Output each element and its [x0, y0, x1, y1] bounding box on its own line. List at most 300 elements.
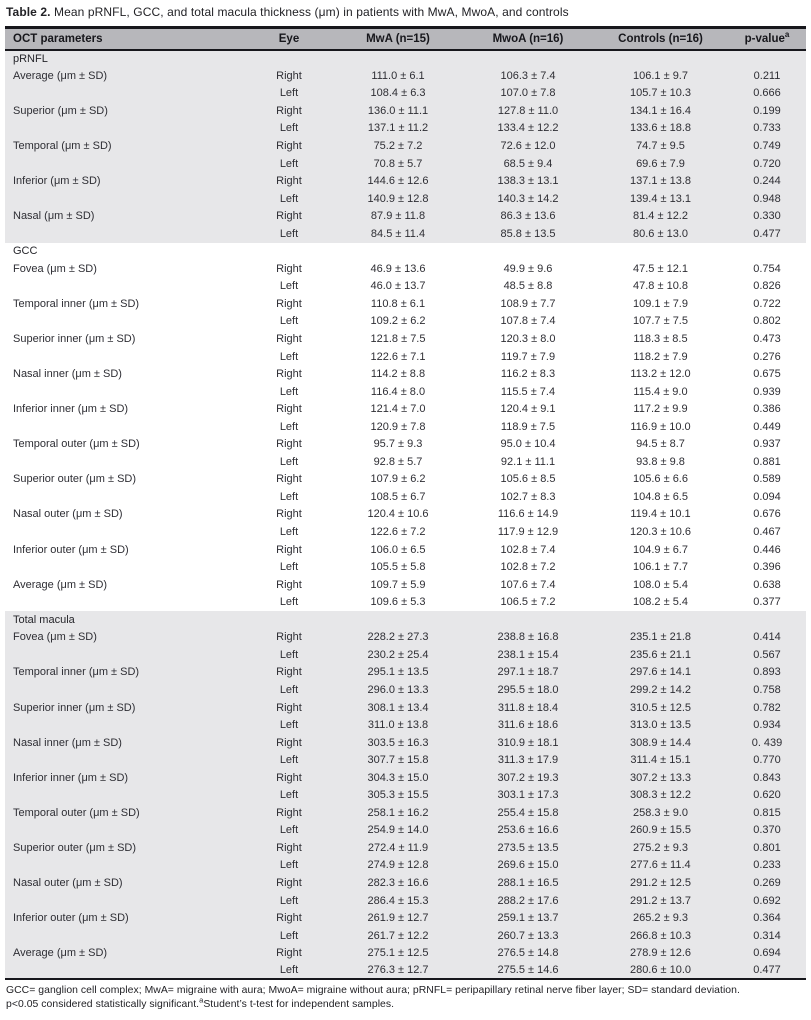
mwoa-cell: 119.7 ± 7.9: [500, 350, 556, 363]
pvalue-cell: 0.276: [753, 350, 781, 363]
mwa-cell: 109.2 ± 6.2: [370, 315, 426, 328]
table-row: [5, 716, 806, 734]
eye-cell: Right: [245, 734, 333, 752]
mwoa-cell: 311.8 ± 18.4: [463, 699, 593, 717]
controls-cell: 235.6 ± 21.1: [593, 646, 728, 664]
mwa-cell: 305.3 ± 15.5: [333, 786, 463, 804]
eye-cell: Left: [245, 751, 333, 769]
eye-cell: Right: [245, 769, 333, 787]
pvalue-header-superscript: a: [784, 29, 790, 39]
table-row: [5, 804, 806, 822]
table-row: [5, 664, 806, 682]
mwoa-cell: 276.5 ± 14.8: [463, 944, 593, 962]
param-cell: [5, 383, 245, 401]
mwa-cell: 272.4 ± 11.9: [333, 839, 463, 857]
mwa-cell: 258.1 ± 16.2: [333, 804, 463, 822]
mwoa-cell: 92.1 ± 11.1: [500, 455, 556, 468]
table-row: [5, 260, 806, 278]
pvalue-cell: 0.377: [753, 596, 781, 609]
param-cell: [5, 120, 245, 138]
eye-cell: Left: [245, 225, 333, 243]
mwa-cell: 140.9 ± 12.8: [333, 190, 463, 208]
mwoa-cell: 85.8 ± 13.5: [463, 225, 593, 243]
mwoa-cell: 117.9 ± 12.9: [497, 526, 559, 539]
pvalue-cell: 0.094: [753, 490, 781, 503]
controls-cell: 139.4 ± 13.1: [593, 190, 728, 208]
table-row: [5, 558, 806, 576]
mwoa-cell: 106.5 ± 7.2: [500, 596, 556, 609]
section-header-row: [5, 243, 806, 261]
mwoa-cell: 115.5 ± 7.4: [500, 385, 556, 398]
table-row: [5, 471, 806, 489]
eye-cell: Left: [279, 315, 299, 328]
table-row: [5, 85, 806, 103]
controls-cell: 115.4 ± 9.0: [633, 385, 688, 398]
param-cell: Temporal outer (μm ± SD): [5, 804, 245, 822]
pvalue-cell: 0.314: [728, 927, 806, 945]
table-row: [5, 962, 806, 980]
pvalue-cell: 0.370: [728, 822, 806, 840]
param-cell: Temporal inner (μm ± SD): [13, 297, 140, 310]
mwa-cell: 296.0 ± 13.3: [333, 681, 463, 699]
mwoa-cell: 107.6 ± 7.4: [500, 578, 556, 591]
pvalue-cell: 0.754: [753, 262, 781, 275]
pvalue-cell: 0.244: [728, 172, 806, 190]
eye-cell: Right: [245, 804, 333, 822]
mwa-cell: 87.9 ± 11.8: [333, 207, 463, 225]
pvalue-cell: 0.638: [753, 578, 781, 591]
column-header-controls: Controls (n=16): [593, 28, 728, 50]
eye-cell: Right: [276, 543, 302, 556]
pvalue-cell: 0.676: [753, 508, 781, 521]
mwoa-cell: 275.5 ± 14.6: [463, 962, 593, 980]
table-row: [5, 699, 806, 717]
oct-parameters-table: [5, 26, 806, 980]
mwoa-cell: 106.3 ± 7.4: [463, 67, 593, 85]
table-row: [5, 909, 806, 927]
table-row: [5, 874, 806, 892]
eye-cell: Right: [276, 333, 302, 346]
param-cell: Fovea (μm ± SD): [5, 629, 245, 647]
param-cell: Inferior outer (μm ± SD): [13, 543, 129, 556]
mwa-cell: 111.0 ± 6.1: [333, 67, 463, 85]
pvalue-cell: 0. 439: [728, 734, 806, 752]
mwa-cell: 286.4 ± 15.3: [333, 892, 463, 910]
table-row: [5, 892, 806, 910]
pvalue-cell: 0.843: [728, 769, 806, 787]
controls-cell: 47.8 ± 10.8: [633, 280, 688, 293]
table-row: [5, 734, 806, 752]
table-row: [5, 646, 806, 664]
eye-cell: Left: [245, 786, 333, 804]
controls-cell: 81.4 ± 12.2: [593, 207, 728, 225]
controls-cell: 105.6 ± 6.6: [633, 473, 688, 486]
eye-cell: Right: [276, 473, 302, 486]
mwa-cell: 46.9 ± 13.6: [370, 262, 426, 275]
pvalue-cell: 0.694: [728, 944, 806, 962]
mwoa-cell: 288.2 ± 17.6: [463, 892, 593, 910]
table-title-label: Table 2.: [6, 5, 51, 19]
table-row: [5, 190, 806, 208]
mwoa-cell: 72.6 ± 12.0: [463, 137, 593, 155]
param-cell: Temporal inner (μm ± SD): [5, 664, 245, 682]
table-row: [5, 839, 806, 857]
param-cell: [5, 348, 245, 366]
mwoa-cell: 133.4 ± 12.2: [463, 120, 593, 138]
footnote-abbreviations: GCC= ganglion cell complex; MwA= migraine with aura; MwoA= migraine without aura; pRNFL= peripapillary retinal nerve fiber layer; SD= standard deviation.: [6, 985, 740, 997]
pvalue-cell: 0.414: [728, 629, 806, 647]
mwa-cell: 303.5 ± 16.3: [333, 734, 463, 752]
table-row: [5, 67, 806, 85]
column-header-pvalue: [728, 28, 806, 50]
param-cell: Superior (μm ± SD): [5, 102, 245, 120]
mwoa-cell: 102.7 ± 8.3: [500, 490, 556, 503]
mwa-cell: 46.0 ± 13.7: [370, 280, 426, 293]
mwoa-cell: 120.3 ± 8.0: [500, 333, 556, 346]
table-header: [5, 28, 806, 50]
mwoa-cell: 311.6 ± 18.6: [463, 716, 593, 734]
pvalue-cell: 0.449: [753, 420, 781, 433]
mwa-cell: 108.4 ± 6.3: [333, 85, 463, 103]
table-row: [5, 155, 806, 173]
param-cell: [5, 681, 245, 699]
pvalue-header-text: p-value: [744, 32, 785, 45]
eye-cell: Right: [245, 699, 333, 717]
mwa-cell: 275.1 ± 12.5: [333, 944, 463, 962]
param-cell: Inferior outer (μm ± SD): [5, 909, 245, 927]
controls-cell: 108.2 ± 5.4: [633, 596, 688, 609]
mwoa-cell: 105.6 ± 8.5: [500, 473, 556, 486]
mwoa-cell: 86.3 ± 13.6: [463, 207, 593, 225]
mwoa-cell: 107.8 ± 7.4: [500, 315, 556, 328]
mwa-cell: 122.6 ± 7.1: [370, 350, 426, 363]
section-header-row: [5, 611, 806, 629]
table-title-text: Mean pRNFL, GCC, and total macula thickness (μm) in patients with MwA, MwoA, and controls: [50, 5, 569, 19]
mwa-cell: 282.3 ± 16.6: [333, 874, 463, 892]
pvalue-cell: 0.815: [728, 804, 806, 822]
table-row: [5, 576, 806, 594]
controls-cell: 106.1 ± 9.7: [593, 67, 728, 85]
param-cell: [5, 85, 245, 103]
pvalue-cell: 0.396: [753, 561, 781, 574]
controls-cell: 106.1 ± 7.7: [633, 561, 688, 574]
controls-cell: 137.1 ± 13.8: [593, 172, 728, 190]
pvalue-cell: 0.782: [728, 699, 806, 717]
pvalue-cell: 0.211: [728, 67, 806, 85]
eye-cell: Left: [245, 120, 333, 138]
param-cell: [5, 278, 245, 296]
mwa-cell: 120.9 ± 7.8: [370, 420, 426, 433]
param-cell: [5, 523, 245, 541]
mwoa-cell: 269.6 ± 15.0: [463, 857, 593, 875]
mwoa-cell: 118.9 ± 7.5: [500, 420, 556, 433]
param-cell: Inferior inner (μm ± SD): [13, 403, 129, 416]
controls-cell: 311.4 ± 15.1: [593, 751, 728, 769]
table-row: [5, 453, 806, 471]
table-row: [5, 593, 806, 611]
table-row: [5, 137, 806, 155]
eye-cell: Right: [276, 578, 302, 591]
mwa-cell: 116.4 ± 8.0: [370, 385, 426, 398]
pvalue-cell: 0.477: [728, 225, 806, 243]
param-cell: Fovea (μm ± SD): [13, 262, 97, 275]
param-cell: [5, 593, 245, 611]
table-row: [5, 418, 806, 436]
pvalue-cell: 0.666: [728, 85, 806, 103]
mwa-cell: 137.1 ± 11.2: [333, 120, 463, 138]
controls-cell: 277.6 ± 11.4: [593, 857, 728, 875]
mwoa-cell: 102.8 ± 7.2: [500, 561, 556, 574]
eye-cell: Right: [245, 629, 333, 647]
mwa-cell: 295.1 ± 13.5: [333, 664, 463, 682]
table-row: [5, 751, 806, 769]
mwa-cell: 109.7 ± 5.9: [370, 578, 426, 591]
pvalue-cell: 0.589: [753, 473, 781, 486]
eye-cell: Left: [245, 85, 333, 103]
controls-cell: 299.2 ± 14.2: [593, 681, 728, 699]
table-row: [5, 313, 806, 331]
eye-cell: Right: [245, 137, 333, 155]
mwa-cell: 254.9 ± 14.0: [333, 822, 463, 840]
param-cell: [5, 225, 245, 243]
param-cell: Superior inner (μm ± SD): [5, 699, 245, 717]
param-cell: Temporal outer (μm ± SD): [13, 438, 140, 451]
controls-cell: 116.9 ± 10.0: [630, 420, 691, 433]
mwoa-cell: 297.1 ± 18.7: [463, 664, 593, 682]
eye-cell: Right: [245, 67, 333, 85]
mwa-cell: 105.5 ± 5.8: [370, 561, 426, 574]
controls-cell: 80.6 ± 13.0: [593, 225, 728, 243]
mwa-cell: 308.1 ± 13.4: [333, 699, 463, 717]
mwa-cell: 75.2 ± 7.2: [333, 137, 463, 155]
param-cell: Average (μm ± SD): [5, 67, 245, 85]
param-cell: Nasal (μm ± SD): [5, 207, 245, 225]
mwoa-cell: 295.5 ± 18.0: [463, 681, 593, 699]
mwa-cell: 122.6 ± 7.2: [370, 526, 426, 539]
param-cell: [5, 962, 245, 980]
param-cell: [5, 558, 245, 576]
table-row: [5, 857, 806, 875]
pvalue-cell: 0.330: [728, 207, 806, 225]
pvalue-cell: 0.881: [753, 455, 781, 468]
mwa-cell: 121.8 ± 7.5: [370, 333, 426, 346]
table-row: [5, 681, 806, 699]
section-header-row: [5, 50, 806, 68]
mwoa-cell: 108.9 ± 7.7: [500, 297, 556, 310]
param-cell: [5, 927, 245, 945]
eye-cell: Right: [245, 874, 333, 892]
param-cell: [5, 892, 245, 910]
eye-cell: Right: [276, 262, 302, 275]
mwa-cell: 230.2 ± 25.4: [333, 646, 463, 664]
table-row: [5, 769, 806, 787]
pvalue-cell: 0.893: [728, 664, 806, 682]
mwa-cell: 70.8 ± 5.7: [333, 155, 463, 173]
eye-cell: Left: [279, 385, 299, 398]
param-cell: Nasal outer (μm ± SD): [13, 508, 123, 521]
pvalue-cell: 0.567: [728, 646, 806, 664]
eye-cell: Left: [279, 561, 299, 574]
table-row: [5, 541, 806, 559]
table-row: [5, 365, 806, 383]
table-row: [5, 172, 806, 190]
eye-cell: Left: [279, 490, 299, 503]
eye-cell: Right: [245, 102, 333, 120]
pvalue-cell: 0.477: [728, 962, 806, 980]
pvalue-cell: 0.801: [728, 839, 806, 857]
table-row: [5, 786, 806, 804]
mwa-cell: 144.6 ± 12.6: [333, 172, 463, 190]
controls-cell: 119.4 ± 10.1: [630, 508, 691, 521]
mwoa-cell: 288.1 ± 16.5: [463, 874, 593, 892]
table-row: [5, 822, 806, 840]
eye-cell: Right: [245, 909, 333, 927]
section-header-label: GCC: [13, 245, 38, 258]
controls-cell: 104.9 ± 6.7: [633, 543, 688, 556]
controls-cell: 93.8 ± 9.8: [636, 455, 685, 468]
controls-cell: 265.2 ± 9.3: [593, 909, 728, 927]
eye-cell: Left: [245, 822, 333, 840]
column-header-mwoa: MwoA (n=16): [463, 28, 593, 50]
controls-cell: 107.7 ± 7.5: [633, 315, 688, 328]
table-row: [5, 207, 806, 225]
param-cell: [5, 155, 245, 173]
pvalue-cell: 0.473: [753, 333, 781, 346]
controls-cell: 69.6 ± 7.9: [593, 155, 728, 173]
footnote-significance: [6, 995, 806, 1012]
mwa-cell: 95.7 ± 9.3: [373, 438, 423, 451]
pvalue-cell: 0.675: [753, 368, 781, 381]
controls-cell: 297.6 ± 14.1: [593, 664, 728, 682]
mwoa-cell: 107.0 ± 7.8: [463, 85, 593, 103]
table-row: [5, 383, 806, 401]
pvalue-cell: 0.364: [728, 909, 806, 927]
pvalue-cell: 0.802: [753, 315, 781, 328]
mwoa-cell: 259.1 ± 13.7: [463, 909, 593, 927]
controls-cell: 118.3 ± 8.5: [633, 333, 688, 346]
eye-cell: Right: [276, 438, 302, 451]
controls-cell: 113.2 ± 12.0: [630, 368, 691, 381]
param-cell: [5, 822, 245, 840]
mwoa-cell: 310.9 ± 18.1: [463, 734, 593, 752]
mwoa-cell: 138.3 ± 13.1: [463, 172, 593, 190]
eye-cell: Left: [279, 420, 299, 433]
controls-cell: 74.7 ± 9.5: [593, 137, 728, 155]
controls-cell: 235.1 ± 21.8: [593, 629, 728, 647]
mwa-cell: 261.7 ± 12.2: [333, 927, 463, 945]
param-cell: [5, 453, 245, 471]
mwa-cell: 276.3 ± 12.7: [333, 962, 463, 980]
param-cell: [5, 488, 245, 506]
controls-cell: 134.1 ± 16.4: [593, 102, 728, 120]
table-title: [6, 5, 806, 20]
pvalue-cell: 0.770: [728, 751, 806, 769]
pvalue-cell: 0.934: [728, 716, 806, 734]
mwa-cell: 120.4 ± 10.6: [367, 508, 429, 521]
eye-cell: Left: [245, 962, 333, 980]
controls-cell: 308.9 ± 14.4: [593, 734, 728, 752]
mwa-cell: 311.0 ± 13.8: [333, 716, 463, 734]
mwa-cell: 261.9 ± 12.7: [333, 909, 463, 927]
eye-cell: Left: [279, 526, 299, 539]
pvalue-cell: 0.826: [753, 280, 781, 293]
controls-cell: 260.9 ± 15.5: [593, 822, 728, 840]
param-cell: Inferior (μm ± SD): [5, 172, 245, 190]
mwoa-cell: 49.9 ± 9.6: [503, 262, 553, 275]
mwa-cell: 106.0 ± 6.5: [370, 543, 426, 556]
param-cell: [5, 418, 245, 436]
pvalue-cell: 0.692: [728, 892, 806, 910]
param-cell: Nasal inner (μm ± SD): [5, 734, 245, 752]
table-row: [5, 348, 806, 366]
eye-cell: Left: [279, 596, 299, 609]
mwa-cell: 121.4 ± 7.0: [370, 403, 426, 416]
eye-cell: Right: [245, 944, 333, 962]
table-row: [5, 506, 806, 524]
mwa-cell: 136.0 ± 11.1: [333, 102, 463, 120]
param-cell: Nasal inner (μm ± SD): [13, 368, 122, 381]
mwa-cell: 307.7 ± 15.8: [333, 751, 463, 769]
mwoa-cell: 311.3 ± 17.9: [463, 751, 593, 769]
mwoa-cell: 255.4 ± 15.8: [463, 804, 593, 822]
param-cell: Average (μm ± SD): [5, 944, 245, 962]
controls-cell: 47.5 ± 12.1: [633, 262, 688, 275]
pvalue-cell: 0.758: [728, 681, 806, 699]
pvalue-cell: 0.233: [728, 857, 806, 875]
pvalue-cell: 0.939: [753, 385, 781, 398]
mwoa-cell: 127.8 ± 11.0: [463, 102, 593, 120]
mwa-cell: 114.2 ± 8.8: [370, 368, 426, 381]
mwa-cell: 110.8 ± 6.1: [370, 297, 426, 310]
param-cell: Nasal outer (μm ± SD): [5, 874, 245, 892]
mwoa-cell: 102.8 ± 7.4: [500, 543, 556, 556]
pvalue-cell: 0.722: [753, 297, 781, 310]
controls-cell: 308.3 ± 12.2: [593, 786, 728, 804]
section-header-label: Total macula: [5, 611, 806, 629]
mwa-cell: 108.5 ± 6.7: [370, 490, 426, 503]
controls-cell: 258.3 ± 9.0: [593, 804, 728, 822]
mwa-cell: 274.9 ± 12.8: [333, 857, 463, 875]
param-cell: [5, 313, 245, 331]
eye-cell: Right: [276, 297, 302, 310]
table-row: [5, 488, 806, 506]
pvalue-cell: 0.269: [728, 874, 806, 892]
mwa-cell: 107.9 ± 6.2: [370, 473, 426, 486]
mwoa-cell: 116.2 ± 8.3: [500, 368, 556, 381]
pvalue-cell: 0.467: [753, 526, 781, 539]
controls-cell: 105.7 ± 10.3: [593, 85, 728, 103]
pvalue-cell: 0.446: [753, 543, 781, 556]
mwa-cell: 228.2 ± 27.3: [333, 629, 463, 647]
mwoa-cell: 48.5 ± 8.8: [503, 280, 553, 293]
mwoa-cell: 238.8 ± 16.8: [463, 629, 593, 647]
param-cell: Superior outer (μm ± SD): [13, 473, 137, 486]
controls-cell: 291.2 ± 12.5: [593, 874, 728, 892]
mwoa-cell: 303.1 ± 17.3: [463, 786, 593, 804]
controls-cell: 307.2 ± 13.3: [593, 769, 728, 787]
param-cell: Inferior inner (μm ± SD): [5, 769, 245, 787]
mwoa-cell: 253.6 ± 16.6: [463, 822, 593, 840]
eye-cell: Right: [276, 508, 302, 521]
param-cell: [5, 716, 245, 734]
eye-cell: Left: [279, 350, 299, 363]
table-row: [5, 927, 806, 945]
controls-cell: 108.0 ± 5.4: [633, 578, 688, 591]
eye-cell: Left: [245, 716, 333, 734]
controls-cell: 291.2 ± 13.7: [593, 892, 728, 910]
table-row: [5, 436, 806, 454]
eye-cell: Left: [279, 455, 299, 468]
